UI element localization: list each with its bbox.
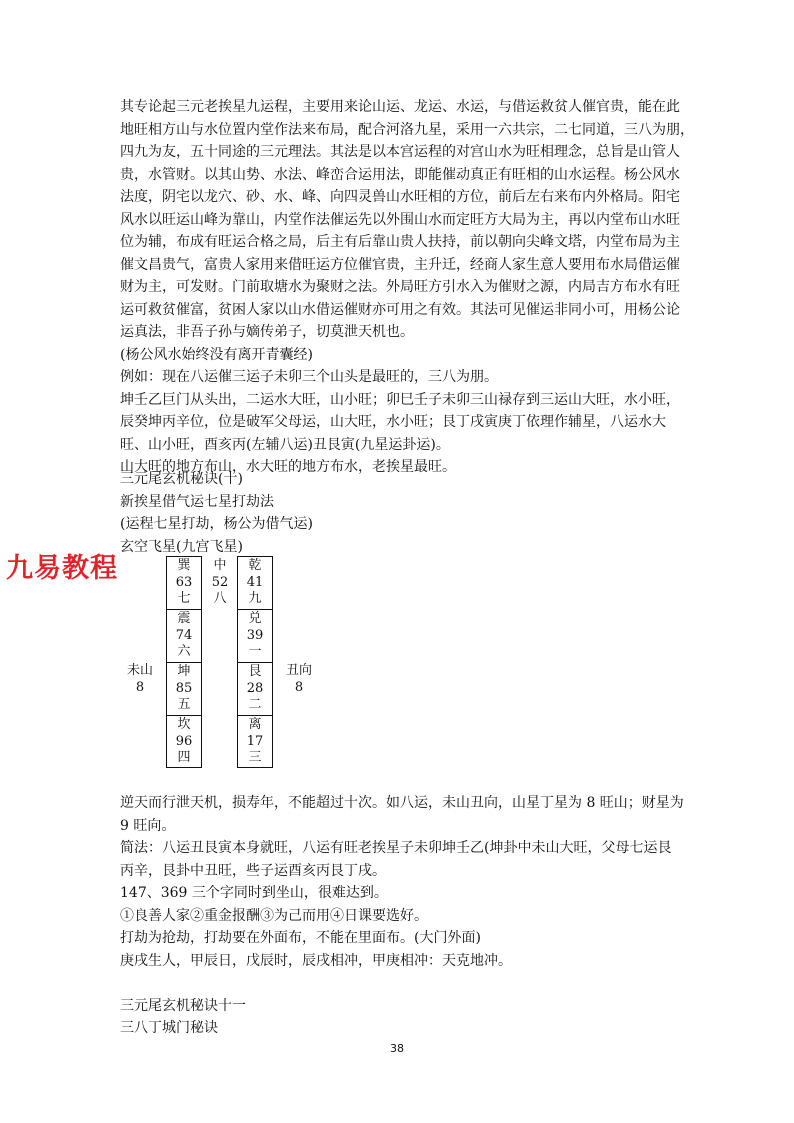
facing-label: 丑向 8: [285, 663, 312, 695]
palace-cell: [166, 662, 202, 716]
palace-cell-text: 巽: [177, 558, 191, 573]
heading-line: 玄空飞星(九宫飞星): [120, 538, 243, 555]
text-line: 催文昌贵气，富贵人家用来借旺运方位催官贵，主升迁，经商人家生意人要用布水局借运催: [120, 256, 680, 273]
text-line: 庚戌生人，甲辰日，戊辰时，辰戌相冲，甲庚相冲：天克地冲。: [120, 952, 512, 969]
text-line: 三元尾玄机秘诀十一: [120, 997, 246, 1014]
palace-cell-text: 坎: [177, 717, 191, 732]
text-line: 其专论起三元老挨星九运程，主要用来论山运、龙运、水运，与借运救贫人催官贵，能在此: [120, 99, 680, 115]
text-line: 地旺相方山与水位置内堂作法来布局，配合河洛九星，采用一六共宗，二七同道，三八为朋，: [120, 121, 694, 138]
palace-cell-text: 离: [248, 717, 262, 732]
palace-cell: [237, 609, 273, 663]
palace-cell-text: 艮: [248, 664, 262, 679]
text-line: 三八丁城门秘诀: [120, 1020, 218, 1036]
text-line: 财为主，可发财。门前取塘水为聚财之法。外局旺方引水入为催财之源，内局吉方布水有旺: [120, 279, 680, 295]
text-line: (杨公风水始终没有离开青囊经): [120, 346, 313, 363]
heading-line: (运程七星打劫，杨公为借气运): [120, 516, 313, 532]
text-line: 简法：八运丑艮寅本身就旺，八运有旺老挨星子未卯坤壬乙(坤卦中未山大旺，父母七运艮: [120, 840, 672, 856]
text-line: 147、369 三个字同时到坐山，很难达到。: [120, 885, 388, 901]
palace-cell-text: 四: [177, 750, 191, 765]
palace-cell-text: 17: [246, 733, 264, 749]
page-number: 38: [390, 1042, 404, 1055]
palace-cell-text: 六: [177, 644, 191, 659]
text-line: 逆天而行泄天机，损寿年，不能超过十次。如八运，未山丑向，山星丁星为 8 旺山；财星为: [120, 795, 684, 811]
text-line: [120, 972, 680, 995]
palace-cell-text: 28: [246, 680, 264, 696]
palace-cell-text: 85: [175, 680, 193, 696]
palace-cell-text: 74: [175, 627, 193, 643]
heading-line: 新挨星借气运七星打劫法: [120, 493, 274, 510]
palace-cell-text: 兑: [248, 611, 262, 626]
palace-cell: [237, 715, 273, 768]
palace-cell-text: 九: [248, 591, 262, 606]
text-line: 例如：现在八运催三运子未卯三个山头是最旺的，三八为朋。: [120, 369, 498, 385]
palace-cell-text: 一: [248, 644, 262, 659]
palace-cell-text: 39: [246, 627, 264, 643]
center-palace-text: 52: [211, 574, 229, 590]
palace-cell-text: 三: [248, 750, 262, 765]
palace-cell: [166, 556, 202, 610]
body-paragraph-3: [120, 792, 684, 1040]
palace-cell-text: 乾: [248, 558, 262, 573]
palace-cell-text: 七: [177, 591, 191, 606]
palace-cell: [237, 556, 273, 610]
text-line: 风水以旺运山峰为靠山，内堂作法催运先以外围山水而定旺方大局为主，再以内堂布山水旺: [120, 211, 680, 228]
palace-cell-text: 震: [177, 611, 191, 626]
diagram-center-palace: [202, 558, 238, 608]
text-line: 运真法，非吾子孙与嫡传弟子，切莫泄天机也。: [120, 324, 414, 340]
text-line: 运可救贫催富，贫困人家以山水借运催财亦可用之有效。其法可见催运非同小可，用杨公论: [120, 301, 680, 318]
palace-cell-text: 96: [175, 733, 193, 749]
text-line: 贵，水管财。以其山势、水法、峰峦合运用法，即能催动真正有旺相的山水运程。杨公风水: [120, 166, 680, 183]
center-palace-text: 中: [213, 558, 227, 573]
palace-cell: [166, 715, 202, 768]
palace-cell-text: 五: [177, 697, 191, 712]
center-palace-text: 八: [213, 591, 227, 606]
text-line: ①良善人家②重金报酬③为己而用④日课要选好。: [120, 907, 428, 924]
text-line: 位为辅，布成有旺运合格之局，后主有后靠山贵人扶持，前以朝向尖峰文塔，内堂布局为主: [120, 234, 680, 250]
palace-cell-text: 41: [246, 574, 264, 590]
text-line: 丙辛，艮卦中丑旺，些子运酉亥丙艮丁戌。: [120, 862, 386, 879]
text-line: 旺、山小旺，酉亥丙(左辅八运)丑艮寅(九星运卦运)。: [120, 436, 450, 453]
section-heading-10: [120, 468, 680, 558]
text-line: 四九为友，五十同途的三元理法。其法是以本宫运程的对宫山水为旺相理念，总旨是山管人: [120, 144, 680, 160]
text-line: 坤壬乙巨门从头出，二运水大旺，山小旺；卯巳壬子未卯三山禄存到三运山大旺，水小旺，: [120, 391, 680, 408]
text-line: 法度，阴宅以龙穴、砂、水、峰、向四灵兽山水旺相的方位，前后左右来布内外格局。阳宅: [120, 189, 680, 205]
palace-cell-text: 二: [248, 697, 262, 712]
text-line: 9 旺向。: [120, 817, 176, 834]
body-paragraph-1: [120, 96, 694, 479]
palace-cell-text: 63: [175, 574, 193, 590]
text-line: 山大旺的地方布山，水大旺的地方布水，老挨星最旺。: [120, 459, 456, 475]
heading-line: 三元尾玄机秘诀(十): [120, 471, 243, 487]
text-line: 辰癸坤丙辛位，位是破军父母运，山大旺，水小旺；艮丁戌寅庚丁依理作辅星，八运水大: [120, 414, 666, 430]
palace-cell-text: 坤: [177, 664, 191, 679]
watermark-logo: 九易教程: [6, 553, 118, 584]
text-line: 打劫为抢劫，打劫要在外面布，不能在里面布。(大门外面): [120, 930, 481, 946]
palace-cell: [166, 609, 202, 663]
mountain-label: 未山 8: [126, 663, 153, 695]
palace-cell: [237, 662, 273, 716]
